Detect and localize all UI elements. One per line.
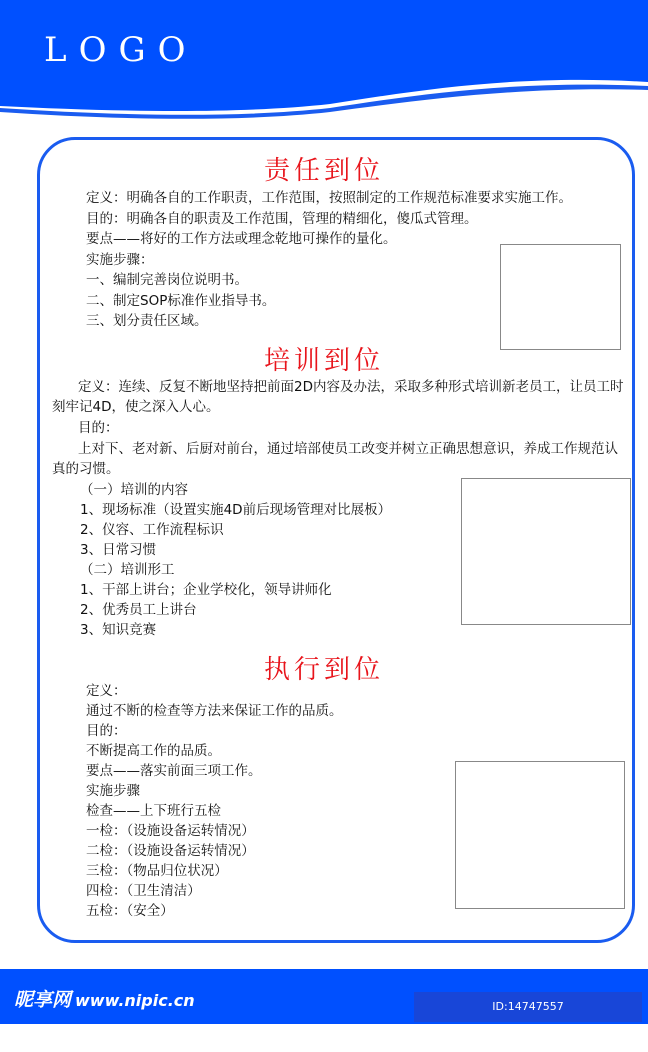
text-line: 一检：（设施设备运转情况）: [86, 823, 255, 839]
text-line: 四检：（卫生清洁）: [86, 883, 201, 899]
text-line: （二）培训形工: [80, 562, 175, 578]
image-id-label: ID:14747557 NO:20190719144516881086: [414, 992, 642, 1022]
text-line: 目的：明确各自的职责及工作范围，管理的精细化，傻瓜式管理。: [86, 211, 478, 227]
text-line: 实施步骤: [86, 783, 140, 799]
text-line: 定义：明确各自的工作职责，工作范围，按照制定的工作规范标准要求实施工作。: [86, 190, 572, 206]
text-line: 三、划分责任区域。: [86, 313, 208, 329]
text-line: 三检：（物品归位状况）: [86, 863, 228, 879]
text-line: 一、编制完善岗位说明书。: [86, 272, 248, 288]
footer-bar: [0, 969, 648, 1043]
image-placeholder: [500, 244, 621, 350]
text-line: 定义：: [86, 683, 127, 699]
section-title-responsibility: 责任到位: [263, 156, 384, 186]
text-line: 3、知识竞赛: [80, 622, 157, 638]
section-title-training: 培训到位: [263, 346, 384, 376]
watermark-brand: [14, 985, 195, 1012]
text-line: 五检：（安全）: [86, 903, 174, 919]
text-line: 不断提高工作的品质。: [86, 743, 221, 759]
text-line: 实施步骤：: [86, 252, 154, 268]
text-line: 检查——上下班行五检: [86, 803, 221, 819]
text-line: 2、优秀员工上讲台: [80, 602, 197, 618]
text-line: 通过不断的检查等方法来保证工作的品质。: [86, 703, 343, 719]
text-line: 1、现场标准（设置实施4D前后现场管理对比展板）: [80, 502, 392, 518]
text-paragraph: 定义：连续、反复不断地坚持把前面2D内容及办法，采取多种形式培训新老员工，让员工时刻牢记4D，使之深入人心。: [52, 379, 624, 415]
text-line: 要点——落实前面三项工作。: [86, 763, 262, 779]
header-banner: [0, 0, 648, 130]
section-title-execution: 执行到位: [263, 655, 384, 685]
text-line: 二检：（设施设备运转情况）: [86, 843, 255, 859]
image-placeholder: [461, 478, 631, 625]
logo-text: LOGO: [44, 30, 198, 70]
text-paragraph: 上对下、老对新、后厨对前台，通过培部使员工改变并树立正确思想意识，养成工作规范认真的习惯。: [52, 441, 618, 477]
brand-url[interactable]: www.nipic.cn: [75, 991, 195, 1010]
brand-name: 昵享网: [14, 989, 72, 1011]
text-line: 要点——将好的工作方法或理念乾地可操作的量化。: [86, 231, 397, 247]
text-line: 1、干部上讲台；企业学校化，领导讲师化: [80, 582, 332, 598]
image-placeholder: [455, 761, 625, 909]
text-line: 2、仪容、工作流程标识: [80, 522, 224, 538]
text-line: 目的：: [86, 723, 127, 739]
text-line: 3、日常习惯: [80, 542, 157, 558]
text-paragraph: 目的：: [78, 420, 119, 436]
text-line: （一）培训的内容: [80, 482, 188, 498]
text-line: 二、制定SOP标准作业指导书。: [86, 293, 276, 309]
